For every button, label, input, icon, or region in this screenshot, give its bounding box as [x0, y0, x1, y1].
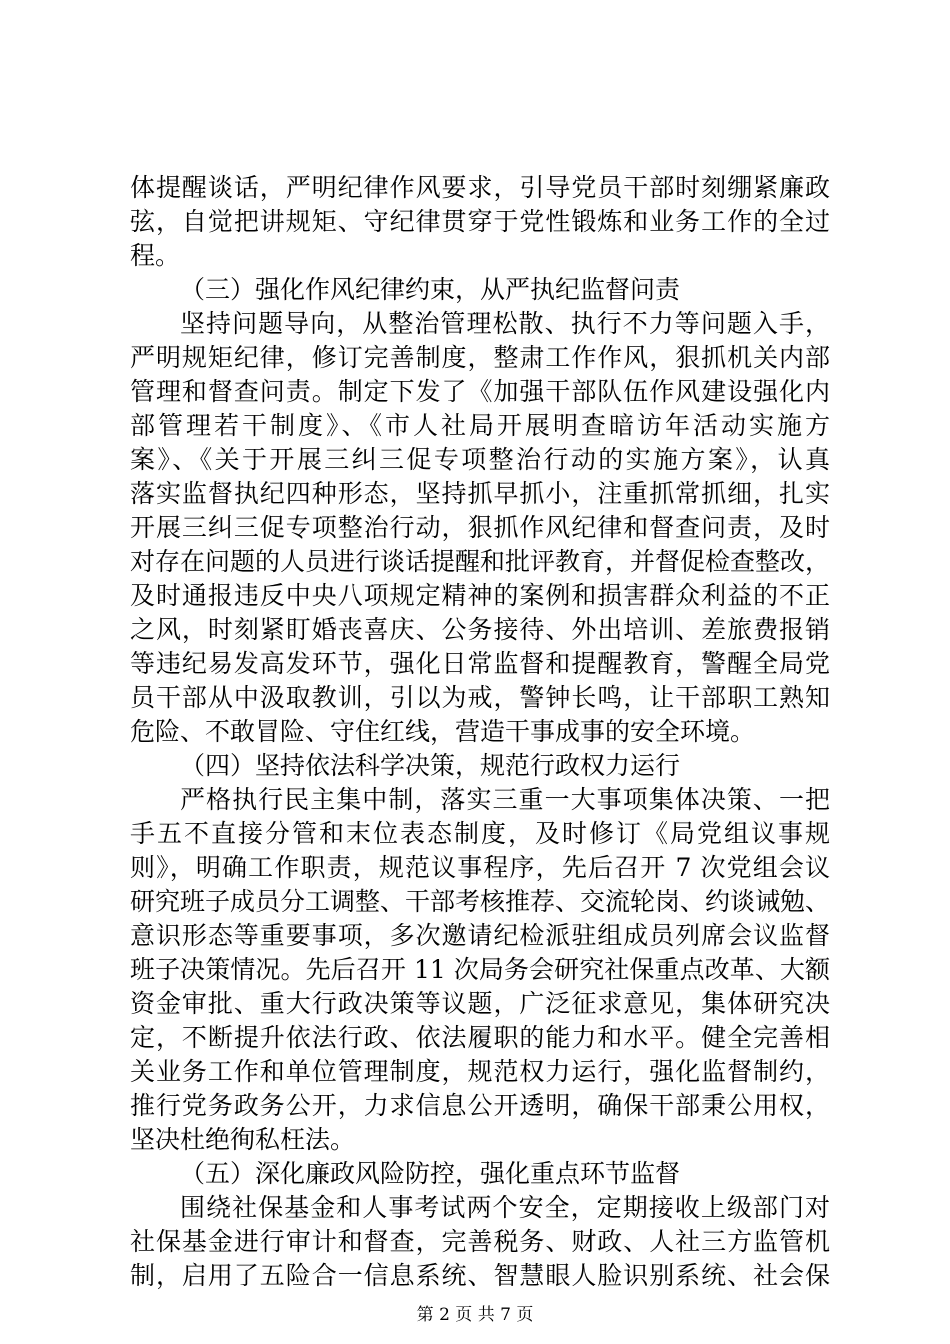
- text-line: 严格执行民主集中制，落实三重一大事项集体决策、一把: [180, 785, 830, 814]
- text-line: 程。: [130, 241, 181, 270]
- text-line: 坚决杜绝徇私枉法。: [130, 1125, 356, 1154]
- text-line: 班子决策情况。先后召开 11 次局务会研究社保重点改革、大额: [130, 955, 830, 984]
- text-line: 体提醒谈话，严明纪律作风要求，引导党员干部时刻绷紧廉政: [130, 173, 830, 202]
- text-line: 严明规矩纪律，修订完善制度，整肃工作作风，狠抓机关内部: [130, 343, 830, 372]
- text-line: 手五不直接分管和末位表态制度，及时修订《局党组议事规: [130, 819, 830, 848]
- text-line: 及时通报违反中央八项规定精神的案例和损害群众利益的不正: [130, 581, 830, 610]
- text-line: 员干部从中汲取教训，引以为戒，警钟长鸣，让干部职工熟知: [130, 683, 830, 712]
- text-line: 研究班子成员分工调整、干部考核推荐、交流轮岗、约谈诫勉、: [130, 887, 831, 916]
- text-line: 关业务工作和单位管理制度，规范权力运行，强化监督制约，: [130, 1057, 830, 1086]
- page-number-footer: 第 2 页 共 7 页: [416, 1305, 534, 1325]
- text-line: 部管理若干制度》、《市人社局开展明查暗访年活动实施方: [130, 411, 830, 440]
- text-line: 围绕社保基金和人事考试两个安全，定期接收上级部门对: [180, 1193, 830, 1222]
- text-line: 之风，时刻紧盯婚丧喜庆、公务接待、外出培训、差旅费报销: [130, 615, 830, 644]
- text-line: 推行党务政务公开，力求信息公开透明，确保干部秉公用权，: [130, 1091, 830, 1120]
- text-line: 等违纪易发高发环节，强化日常监督和提醒教育，警醒全局党: [130, 649, 830, 678]
- text-line: 社保基金进行审计和督查，完善税务、财政、人社三方监管机: [130, 1227, 830, 1256]
- text-line: 则》，明确工作职责，规范议事程序，先后召开 7 次党组会议: [130, 853, 830, 882]
- text-line: 意识形态等重要事项，多次邀请纪检派驻组成员列席会议监督: [130, 921, 830, 950]
- section-heading-3: （三）强化作风纪律约束，从严执纪监督问责: [180, 275, 681, 304]
- text-line: 落实监督执纪四种形态，坚持抓早抓小，注重抓常抓细，扎实: [130, 479, 830, 508]
- text-line: 坚持问题导向，从整治管理松散、执行不力等问题入手，: [180, 309, 830, 338]
- text-line: 资金审批、重大行政决策等议题，广泛征求意见，集体研究决: [130, 989, 830, 1018]
- text-line: 案》、《关于开展三纠三促专项整治行动的实施方案》，认真: [130, 445, 830, 474]
- text-line: 弦，自觉把讲规矩、守纪律贯穿于党性锻炼和业务工作的全过: [130, 207, 830, 236]
- text-line: 管理和督查问责。制定下发了《加强干部队伍作风建设强化内: [130, 377, 830, 406]
- text-line: 开展三纠三促专项整治行动，狠抓作风纪律和督查问责，及时: [130, 513, 830, 542]
- section-heading-5: （五）深化廉政风险防控，强化重点环节监督: [180, 1159, 681, 1188]
- text-line: 对存在问题的人员进行谈话提醒和批评教育，并督促检查整改，: [130, 547, 831, 576]
- text-line: 定，不断提升依法行政、依法履职的能力和水平。健全完善相: [130, 1023, 830, 1052]
- text-line: 危险、不敢冒险、守住红线，营造干事成事的安全环境。: [130, 717, 756, 746]
- section-heading-4: （四）坚持依法科学决策，规范行政权力运行: [180, 751, 681, 780]
- text-line: 制，启用了五险合一信息系统、智慧眼人脸识别系统、社会保: [130, 1261, 830, 1290]
